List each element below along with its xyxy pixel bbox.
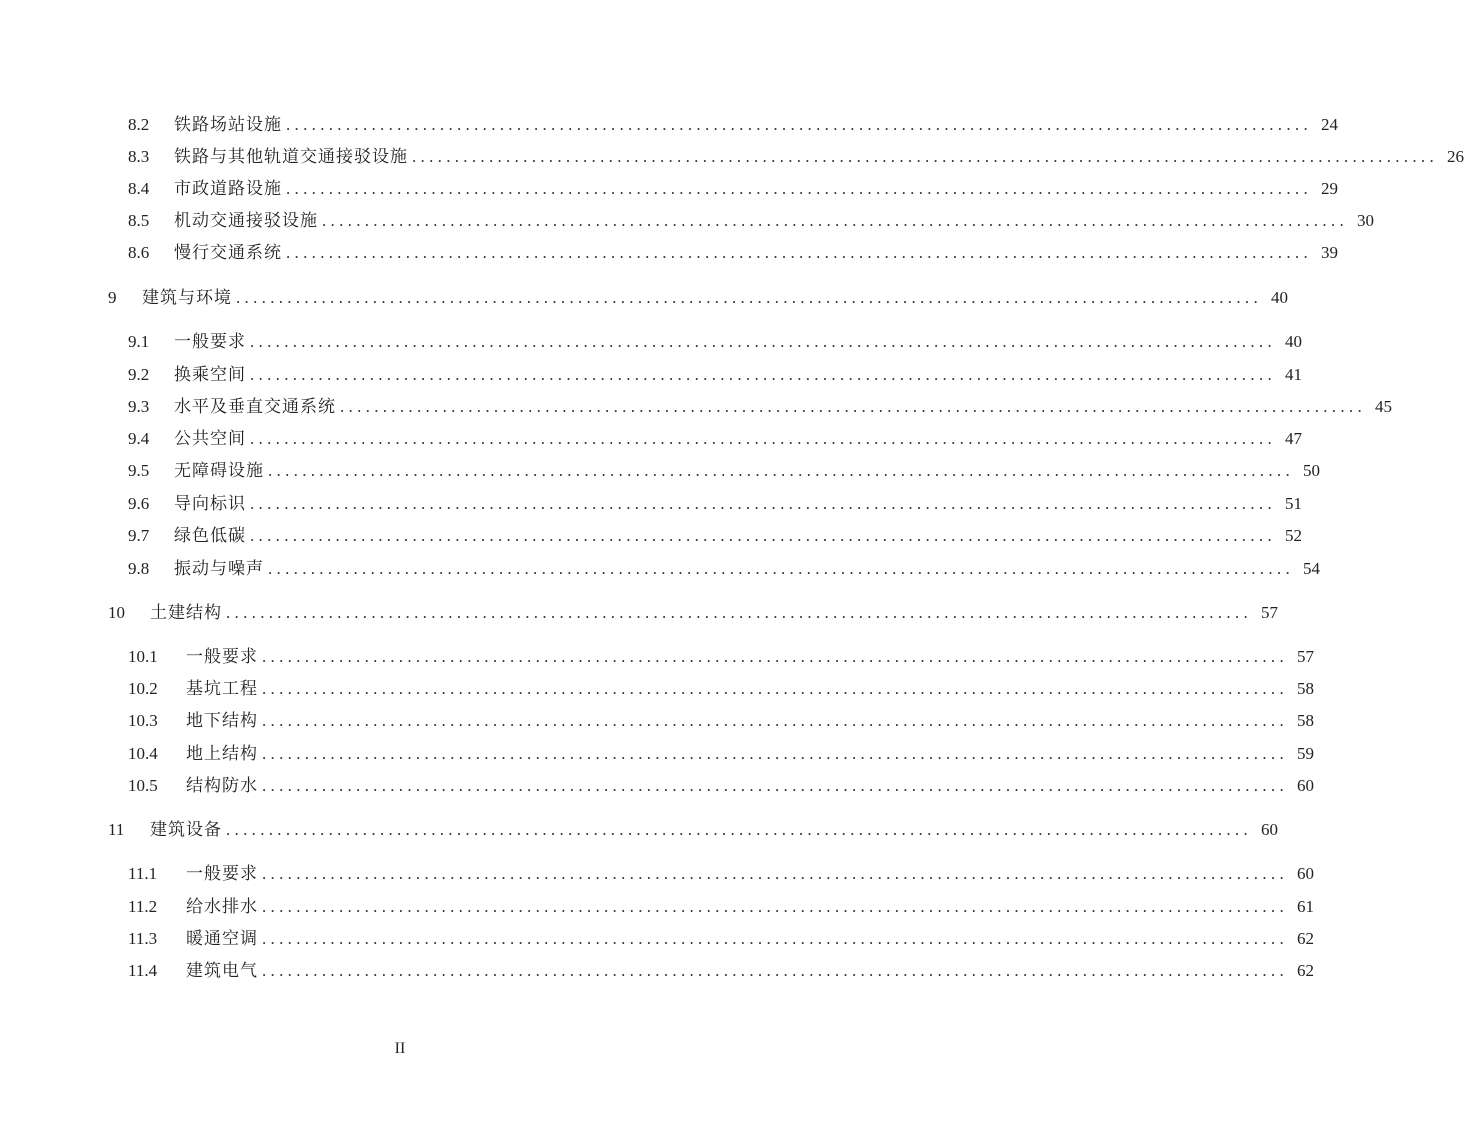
toc-entry-title: 建筑电气: [186, 961, 258, 981]
toc-entry-title: 地下结构: [186, 711, 258, 731]
toc-entry-number: 10.2: [128, 679, 158, 698]
toc-entry-number: 8.4: [128, 179, 150, 198]
toc-chapter-page: 57: [1261, 603, 1278, 622]
toc-entry-number: 9.1: [128, 332, 150, 351]
toc-entry[interactable]: [128, 362, 1302, 388]
toc-chapter[interactable]: [108, 600, 1278, 626]
toc-leader-dots: ........................................................................................................................: [250, 429, 1276, 448]
toc-entry-number: 9.3: [128, 397, 150, 416]
toc-entry[interactable]: [128, 176, 1338, 202]
toc-entry-title: 公共空间: [174, 429, 246, 449]
toc-entry-title: 结构防水: [186, 776, 258, 796]
toc-entry-page: 62: [1297, 929, 1314, 948]
toc-entry-page: 58: [1297, 679, 1314, 698]
toc-leader-dots: ........................................................................................................................: [226, 603, 1252, 622]
toc-entry-number: 9.6: [128, 494, 150, 513]
toc-leader-dots: ........................................................................................................................: [268, 559, 1294, 578]
toc-entry-number: 10.1: [128, 647, 158, 666]
toc-chapter-number: 10: [108, 603, 125, 622]
toc-leader-dots: ........................................................................................................................: [262, 679, 1288, 698]
toc-entry-number: 8.2: [128, 115, 150, 134]
toc-entry-page: 58: [1297, 711, 1314, 730]
toc-entry-number: 11.1: [128, 864, 158, 883]
toc-entry-page: 50: [1303, 461, 1320, 480]
toc-entry-page: 60: [1297, 864, 1314, 883]
toc-entry-number: 10.5: [128, 776, 158, 795]
toc-chapter[interactable]: [108, 817, 1278, 843]
page-number: II: [394, 1040, 406, 1057]
toc-entry-title: 给水排水: [186, 897, 258, 917]
toc-entry[interactable]: [128, 741, 1314, 767]
toc-entry[interactable]: [128, 644, 1314, 670]
toc-entry-number: 9.4: [128, 429, 150, 448]
toc-entry-title: 无障碍设施: [174, 461, 264, 481]
toc-entry-title: 暖通空调: [186, 929, 258, 949]
toc-leader-dots: ........................................................................................................................: [262, 864, 1288, 883]
toc-entry-page: 47: [1285, 429, 1302, 448]
toc-entry-page: 61: [1297, 897, 1314, 916]
toc-entry-title: 机动交通接驳设施: [174, 211, 318, 231]
toc-leader-dots: ........................................................................................................................: [250, 494, 1276, 513]
toc-chapter-number: 11: [108, 820, 125, 839]
toc-leader-dots: ........................................................................................................................: [236, 288, 1262, 307]
toc-entry[interactable]: [128, 523, 1302, 549]
toc-leader-dots: ........................................................................................................................: [262, 744, 1288, 763]
toc-leader-dots: ........................................................................................................................: [262, 929, 1288, 948]
toc-entry-title: 水平及垂直交通系统: [174, 397, 336, 417]
toc-entry[interactable]: [128, 240, 1338, 266]
toc-entry-title: 慢行交通系统: [174, 243, 282, 263]
toc-chapter-number: 9: [108, 288, 117, 307]
toc-chapter-title: 建筑与环境: [142, 288, 232, 308]
toc-chapter-page: 40: [1271, 288, 1288, 307]
toc-entry-number: 8.5: [128, 211, 150, 230]
toc-entry[interactable]: [128, 208, 1374, 234]
toc-chapter-title: 土建结构: [150, 603, 222, 623]
toc-leader-dots: ........................................................................................................................: [340, 397, 1366, 416]
toc-entry-page: 45: [1375, 397, 1392, 416]
toc-leader-dots: ........................................................................................................................: [262, 647, 1288, 666]
toc-entry-page: 39: [1321, 243, 1338, 262]
toc-entry-number: 8.3: [128, 147, 150, 166]
toc-entry-number: 8.6: [128, 243, 150, 262]
toc-entry[interactable]: [128, 458, 1320, 484]
toc-entry[interactable]: [128, 894, 1314, 920]
toc-leader-dots: ........................................................................................................................: [262, 897, 1288, 916]
toc-entry-page: 57: [1297, 647, 1314, 666]
toc-entry-number: 10.3: [128, 711, 158, 730]
toc-entry-title: 一般要求: [186, 864, 258, 884]
toc-leader-dots: ........................................................................................................................: [226, 820, 1252, 839]
toc-entry-number: 9.2: [128, 365, 150, 384]
toc-entry[interactable]: [128, 112, 1338, 138]
toc-entry-page: 29: [1321, 179, 1338, 198]
toc-entry[interactable]: [128, 329, 1302, 355]
toc-entry-title: 换乘空间: [174, 365, 246, 385]
toc-entry[interactable]: [128, 426, 1302, 452]
toc-leader-dots: ........................................................................................................................: [250, 526, 1276, 545]
toc-entry-number: 9.8: [128, 559, 150, 578]
toc-entry-title: 绿色低碳: [174, 526, 246, 546]
toc-entry-page: 52: [1285, 526, 1302, 545]
toc-leader-dots: ........................................................................................................................: [250, 332, 1276, 351]
toc-entry-page: 26: [1447, 147, 1464, 166]
toc-entry[interactable]: [128, 491, 1302, 517]
toc-entry[interactable]: [128, 773, 1314, 799]
toc-entry-page: 60: [1297, 776, 1314, 795]
toc-entry-title: 基坑工程: [186, 679, 258, 699]
toc-entry-title: 一般要求: [174, 332, 246, 352]
toc-entry[interactable]: [128, 676, 1314, 702]
toc-entry-title: 一般要求: [186, 647, 258, 667]
toc-entry-number: 9.5: [128, 461, 150, 480]
toc-leader-dots: ........................................................................................................................: [286, 179, 1312, 198]
toc-entry-title: 铁路场站设施: [174, 115, 282, 135]
toc-leader-dots: ........................................................................................................................: [250, 365, 1276, 384]
toc-chapter-page: 60: [1261, 820, 1278, 839]
toc-leader-dots: ........................................................................................................................: [262, 961, 1288, 980]
toc-entry-number: 9.7: [128, 526, 150, 545]
toc-entry[interactable]: [128, 958, 1314, 984]
toc-entry[interactable]: [128, 556, 1320, 582]
toc-leader-dots: ........................................................................................................................: [322, 211, 1348, 230]
toc-entry-number: 10.4: [128, 744, 158, 763]
toc-entry-page: 59: [1297, 744, 1314, 763]
toc-entry-title: 市政道路设施: [174, 179, 282, 199]
toc-entry[interactable]: [128, 144, 1464, 170]
toc-entry-title: 导向标识: [174, 494, 246, 514]
toc-leader-dots: ........................................................................................................................: [286, 115, 1312, 134]
toc-entry-number: 11.3: [128, 929, 158, 948]
toc-entry[interactable]: [128, 926, 1314, 952]
toc-entry-page: 24: [1321, 115, 1338, 134]
toc-entry[interactable]: [128, 708, 1314, 734]
toc-entry-page: 41: [1285, 365, 1302, 384]
toc-entry-page: 30: [1357, 211, 1374, 230]
toc-leader-dots: ........................................................................................................................: [286, 243, 1312, 262]
toc-entry[interactable]: [128, 861, 1314, 887]
toc-entry-page: 40: [1285, 332, 1302, 351]
toc-entry-title: 铁路与其他轨道交通接驳设施: [174, 147, 408, 167]
toc-chapter[interactable]: [108, 285, 1288, 311]
toc-entry-page: 62: [1297, 961, 1314, 980]
toc-leader-dots: ........................................................................................................................: [268, 461, 1294, 480]
toc-entry-number: 11.2: [128, 897, 158, 916]
toc-entry[interactable]: [128, 394, 1392, 420]
toc-entry-title: 振动与噪声: [174, 559, 264, 579]
toc-entry-page: 54: [1303, 559, 1320, 578]
toc-chapter-title: 建筑设备: [150, 820, 222, 840]
toc-entry-page: 51: [1285, 494, 1302, 513]
toc-leader-dots: ........................................................................................................................: [412, 147, 1438, 166]
toc-leader-dots: ........................................................................................................................: [262, 711, 1288, 730]
toc-leader-dots: ........................................................................................................................: [262, 776, 1288, 795]
toc-entry-title: 地上结构: [186, 744, 258, 764]
toc-entry-number: 11.4: [128, 961, 158, 980]
